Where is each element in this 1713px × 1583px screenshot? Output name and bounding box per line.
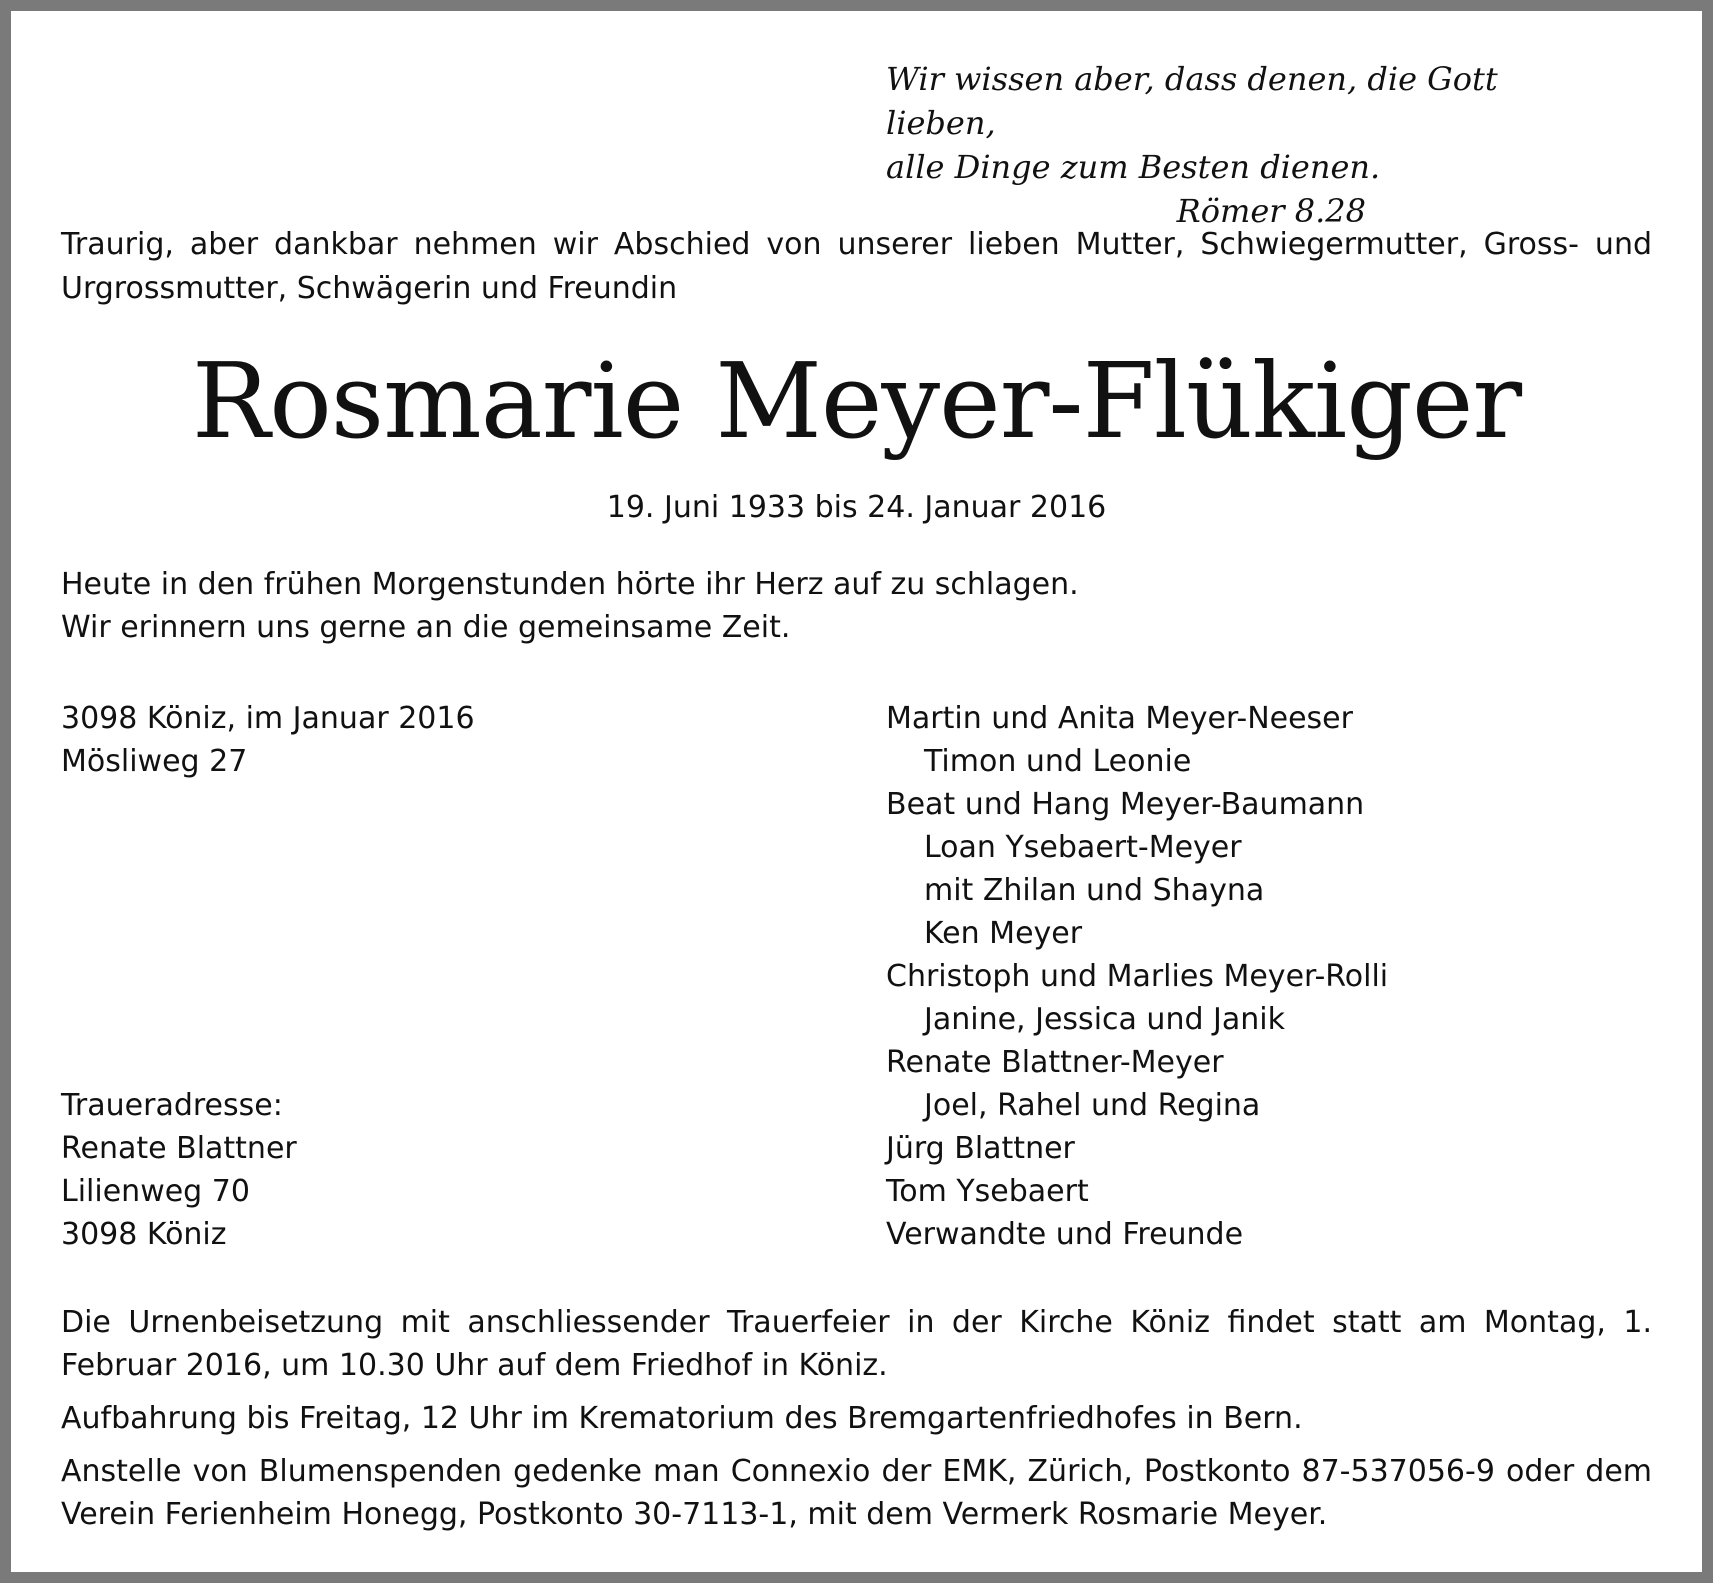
place-date-block [61,697,661,783]
donation-notice: Anstelle von Blumenspenden gedenke man Connexio der EMK, Zürich, Postkonto 87-537056-9 oder dem Verein Ferienheim Honegg, Postkonto 30-7113-1, mit dem Vermerk Rosmarie Meyer. [61,1454,1652,1532]
mourner-line: Verwandte und Freunde [886,1217,1244,1252]
life-dates: 19. Juni 1933 bis 24. Januar 2016 [606,490,1107,525]
message-block [61,563,1161,649]
mourner-line: Timon und Leonie [924,744,1192,779]
address-label: Traueradresse: [61,1088,283,1123]
bible-verse [886,57,1506,233]
address-street: Lilienweg 70 [61,1174,250,1209]
mourner-line: Christoph und Marlies Meyer-Rolli [886,959,1389,994]
mourner-line: Jürg Blattner [886,1131,1075,1166]
mourner-line: Joel, Rahel und Regina [924,1088,1261,1123]
intro-text: Traurig, aber dankbar nehmen wir Abschied von unserer lieben Mutter, Schwiegermutter, Gross- und Urgrossmutter, Schwägerin und Freundin [61,227,1652,306]
mourner-line: Loan Ysebaert-Meyer [924,830,1242,865]
home-street: Mösliweg 27 [61,744,248,779]
place-date: 3098 Köniz, im Januar 2016 [61,701,475,736]
mourners-list [886,697,1666,1256]
deceased-name: Rosmarie Meyer-Flükiger [191,340,1522,462]
mourner-line: Tom Ysebaert [886,1174,1089,1209]
mourner-line: mit Zhilan und Shayna [924,873,1265,908]
mourner-line: Martin und Anita Meyer-Neeser [886,701,1353,736]
mourner-line: Janine, Jessica und Janik [924,1002,1285,1037]
mourner-line: Ken Meyer [924,916,1083,951]
address-name: Renate Blattner [61,1131,297,1166]
verse-reference: Römer 8.28 [1176,192,1366,230]
verse-line: alle Dinge zum Besten dienen. [886,148,1381,186]
obituary-notice [11,11,1702,1572]
mourning-address [61,1084,661,1256]
address-city: 3098 Köniz [61,1217,227,1252]
viewing-notice: Aufbahrung bis Freitag, 12 Uhr im Krematorium des Bremgartenfriedhofes in Bern. [61,1401,1303,1436]
funeral-notice: Die Urnenbeisetzung mit anschliessender Trauerfeier in der Kirche Köniz findet statt am Montag, 1. Februar 2016, um 10.30 Uhr auf dem Friedhof in Köniz. [61,1305,1652,1383]
message-line: Wir erinnern uns gerne an die gemeinsame Zeit. [61,610,791,645]
mourner-line: Beat und Hang Meyer-Baumann [886,787,1365,822]
verse-line: Wir wissen aber, dass denen, die Gott lieben, [886,60,1498,142]
message-line: Heute in den frühen Morgenstunden hörte ihr Herz auf zu schlagen. [61,567,1079,602]
mourner-line: Renate Blattner-Meyer [886,1045,1224,1080]
notices [61,1301,1652,1546]
